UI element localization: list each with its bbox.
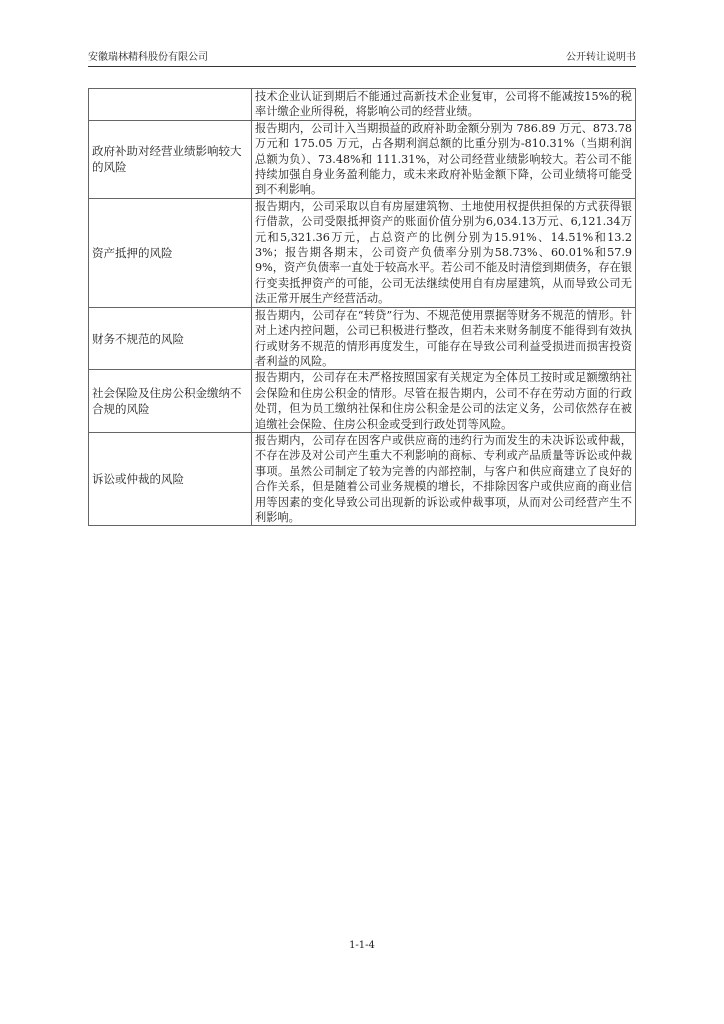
risk-description: 报告期内，公司存在“转贷”行为、不规范使用票据等财务不规范的情形。针对上述内控问题，公司已积极进行整改，但若未来财务制度不能得到有效执行或财务不规范的情形再度发生，可能存在导致公司利益受损进而损害投资者利益的风险。 (252, 307, 636, 370)
risk-name: 诉讼或仲裁的风险 (89, 432, 252, 525)
risk-table (88, 88, 636, 526)
table-row (89, 307, 636, 370)
risk-name: 政府补助对经营业绩影响较大的风险 (89, 120, 252, 198)
risk-name: 社会保险及住房公积金缴纳不合规的风险 (89, 370, 252, 433)
risk-description: 报告期内，公司采取以自有房屋建筑物、土地使用权提供担保的方式获得银行借款，公司受限抵押资产的账面价值分别为6,034.13万元、6,121.34万元和5,321.36万元，占总资产的比例分别为15.91%、14.51%和13.23%；报告期各期末，公司资产负债率分别为58.73%、60.01%和57.99%，资产负债率一直处于较高水平。若公司不能及时清偿到期债务，存在银行变卖抵押资产的可能，公司无法继续使用自有房屋建筑，从而导致公司无法正常开展生产经营活动。 (252, 198, 636, 307)
risk-description: 报告期内，公司计入当期损益的政府补助金额分别为 786.89 万元、873.78 万元和 175.05 万元，占各期利润总额的比重分别为-810.31%（当期利润总额为负）、73.48%和 111.31%，对公司经营业绩影响较大。若公司不能持续加强自身业务盈利能力，或未来政府补贴金额下降，公司业绩将可能受到不利影响。 (252, 120, 636, 198)
risk-description: 技术企业认证到期后不能通过高新技术企业复审，公司将不能减按15%的税率计缴企业所得税，将影响公司的经营业绩。 (252, 89, 636, 121)
page-header (88, 52, 636, 67)
risk-name: 财务不规范的风险 (89, 307, 252, 370)
table-row (89, 370, 636, 433)
risk-description: 报告期内，公司存在因客户或供应商的违约行为而发生的未决诉讼或仲裁，不存在涉及对公司产生重大不利影响的商标、专利或产品质量等诉讼或仲裁事项。虽然公司制定了较为完善的内部控制，与客户和供应商建立了良好的合作关系，但是随着公司业务规模的增长，不排除因客户或供应商的商业信用等因素的变化导致公司出现新的诉讼或仲裁事项，从而对公司经营产生不利影响。 (252, 432, 636, 525)
table-row (89, 432, 636, 525)
table-row (89, 120, 636, 198)
risk-description: 报告期内，公司存在未严格按照国家有关规定为全体员工按时或足额缴纳社会保险和住房公积金的情形。尽管在报告期内，公司不存在劳动方面的行政处罚，但为员工缴纳社保和住房公积金是公司的法定义务，公司依然存在被追缴社会保险、住房公积金或受到行政处罚等风险。 (252, 370, 636, 433)
risk-name: 资产抵押的风险 (89, 198, 252, 307)
risk-name (89, 89, 252, 121)
company-name: 安徽瑞林精科股份有限公司 (88, 52, 208, 63)
page-number: 1-1-4 (349, 940, 375, 951)
document-title: 公开转让说明书 (566, 52, 636, 63)
table-row (89, 198, 636, 307)
table-row (89, 89, 636, 121)
